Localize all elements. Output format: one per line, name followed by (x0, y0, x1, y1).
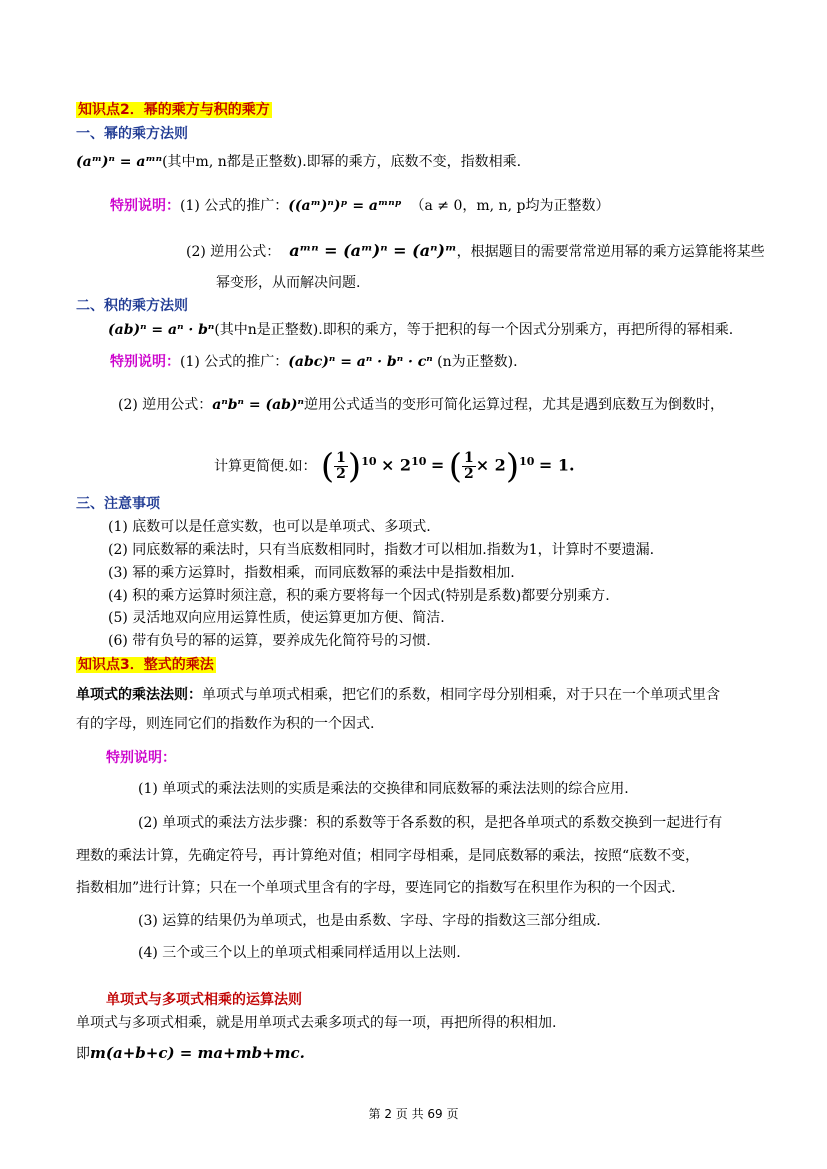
note-item: (3) 运算的结果仍为单项式，也是由系数、字母、字母的指数这三部分组成. (138, 913, 601, 929)
note1-prefix: (1) 公式的推广： (180, 198, 289, 214)
example-equals: = (430, 455, 445, 475)
product-rule-text: (其中n是正整数).即积的乘方，等于把积的每一个因式分别乘方，再把所得的幂相乘. (214, 322, 734, 338)
note-item: (2) 单项式的乘法方法步骤：积的系数等于各系数的积，是把各单项式的系数交换到一起进行有 (138, 815, 723, 831)
example-result: = 1. (538, 455, 575, 475)
example-exp-1: 10 (361, 455, 377, 468)
example-exp-3: 10 (519, 455, 535, 468)
list-item: (5) 灵活地双向应用运算性质，使运算更加方便、简洁. (108, 610, 445, 626)
part1-note2-cont: 幂变形，从而解决问题. (216, 275, 361, 291)
part3-heading: 三、注意事项 (76, 496, 160, 512)
example-intro: 计算更简便.如： (214, 458, 317, 475)
part2-note2 (118, 395, 724, 415)
part2-heading: 二、积的乘方法则 (76, 298, 188, 314)
note1-prefix: (1) 公式的推广： (180, 354, 289, 370)
note1-cond: (n为正整数). (437, 354, 518, 370)
note2-formula: aⁿbⁿ = (ab)ⁿ (212, 397, 304, 413)
note-item: (4) 三个或三个以上的单项式相乘同样适用以上法则. (138, 945, 461, 961)
power-rule-text: (其中m, n都是正整数).即幂的乘方，底数不变，指数相乘. (162, 154, 522, 170)
example-exp-2: 10 (411, 455, 427, 468)
list-item: (4) 积的乘方运算时须注意，积的乘方要将每一个因式(特别是系数)都要分别乘方. (108, 588, 610, 604)
note2-prefix: (2) 逆用公式： (118, 397, 213, 413)
part2-note1 (110, 352, 518, 372)
poly-prefix: 即 (76, 1046, 90, 1062)
section2-title: 知识点2．幂的乘方与积的乘方 (78, 102, 270, 118)
section3-note-label: 特别说明： (106, 750, 176, 766)
mono-rule (76, 685, 720, 705)
list-item: (6) 带有负号的幂的运算，要养成先化简符号的习惯. (108, 633, 431, 649)
note-item: 指数相加”进行计算；只在一个单项式里含有的字母，要连同它的指数写在积里作为积的一个因式. (76, 880, 676, 896)
part1-heading: 一、幂的乘方法则 (76, 126, 188, 142)
note1-formula: ((aᵐ)ⁿ)ᵖ = aᵐⁿᵖ (288, 198, 402, 214)
poly-formula: m(a+b+c) = ma+mb+mc. (90, 1044, 305, 1062)
note2-prefix: (2) 逆用公式： (186, 244, 281, 260)
list-item: (3) 幂的乘方运算时，指数相乘，而同底数幂的乘法中是指数相加. (108, 565, 515, 581)
part2-rule (108, 320, 733, 340)
page-footer: 第 2 页 共 69 页 (368, 1107, 459, 1121)
example-fraction-2: $\frac{1}{2}$ (463, 450, 474, 483)
note2-suffix: ，根据题目的需要常常逆用幂的乘方运算能将某些 (456, 244, 765, 260)
note2-suffix: 逆用公式适当的变形可简化运算过程，尤其是遇到底数互为倒数时， (303, 397, 724, 413)
part2-example: 计算更简便.如： ( $\frac{1}{2}$ )$^{10} \times 2^{10}$ = ( $\frac{1}{2}$ × 2)$^{10}$ = 1. (214, 446, 575, 487)
mono-rule-cont: 有的字母，则连同它们的指数作为积的一个因式. (76, 716, 375, 732)
note1-formula: (abc)ⁿ = aⁿ · bⁿ · cⁿ (288, 354, 433, 370)
poly-heading: 单项式与多项式相乘的运算法则 (106, 992, 302, 1008)
poly-text: 单项式与多项式相乘，就是用单项式去乘多项式的每一项，再把所得的积相加. (76, 1015, 557, 1031)
product-rule-formula: (ab)ⁿ = aⁿ · bⁿ (108, 322, 215, 338)
list-item: (2) 同底数幂的乘法时，只有当底数相同时，指数才可以相加.指数为1，计算时不要遗漏. (108, 542, 655, 558)
note-label: 特别说明： (110, 354, 180, 370)
power-rule-formula: (aᵐ)ⁿ = aᵐⁿ (76, 154, 163, 170)
part1-rule (76, 152, 521, 172)
note-item: 理数的乘法计算，先确定符号，再计算绝对值；相同字母相乘，是同底数幂的乘法，按照“底数不变， (76, 848, 700, 864)
part1-note1 (110, 196, 609, 216)
part1-note2 (186, 238, 765, 265)
list-item: (1) 底数可以是任意实数，也可以是单项式、多项式. (108, 519, 431, 535)
section3-title: 知识点3．整式的乘法 (78, 657, 214, 673)
poly-formula-line (76, 1043, 305, 1064)
example-times-two: × 2 (380, 455, 412, 475)
note2-formula: aᵐⁿ = (aᵐ)ⁿ = (aⁿ)ᵐ (289, 241, 457, 260)
note1-cond: （a ≠ 0，m, n, p均为正整数） (410, 198, 610, 214)
mono-rule-label: 单项式的乘法法则： (76, 687, 202, 703)
note-label: 特别说明： (110, 198, 180, 214)
example-fraction-1: $\frac{1}{2}$ (336, 450, 346, 483)
mono-rule-text: 单项式与单项式相乘，把它们的系数，相同字母分别相乘，对于只在一个单项式里含 (202, 687, 720, 703)
note-item: (1) 单项式的乘法法则的实质是乘法的交换律和同底数幂的乘法法则的综合应用. (138, 781, 629, 797)
